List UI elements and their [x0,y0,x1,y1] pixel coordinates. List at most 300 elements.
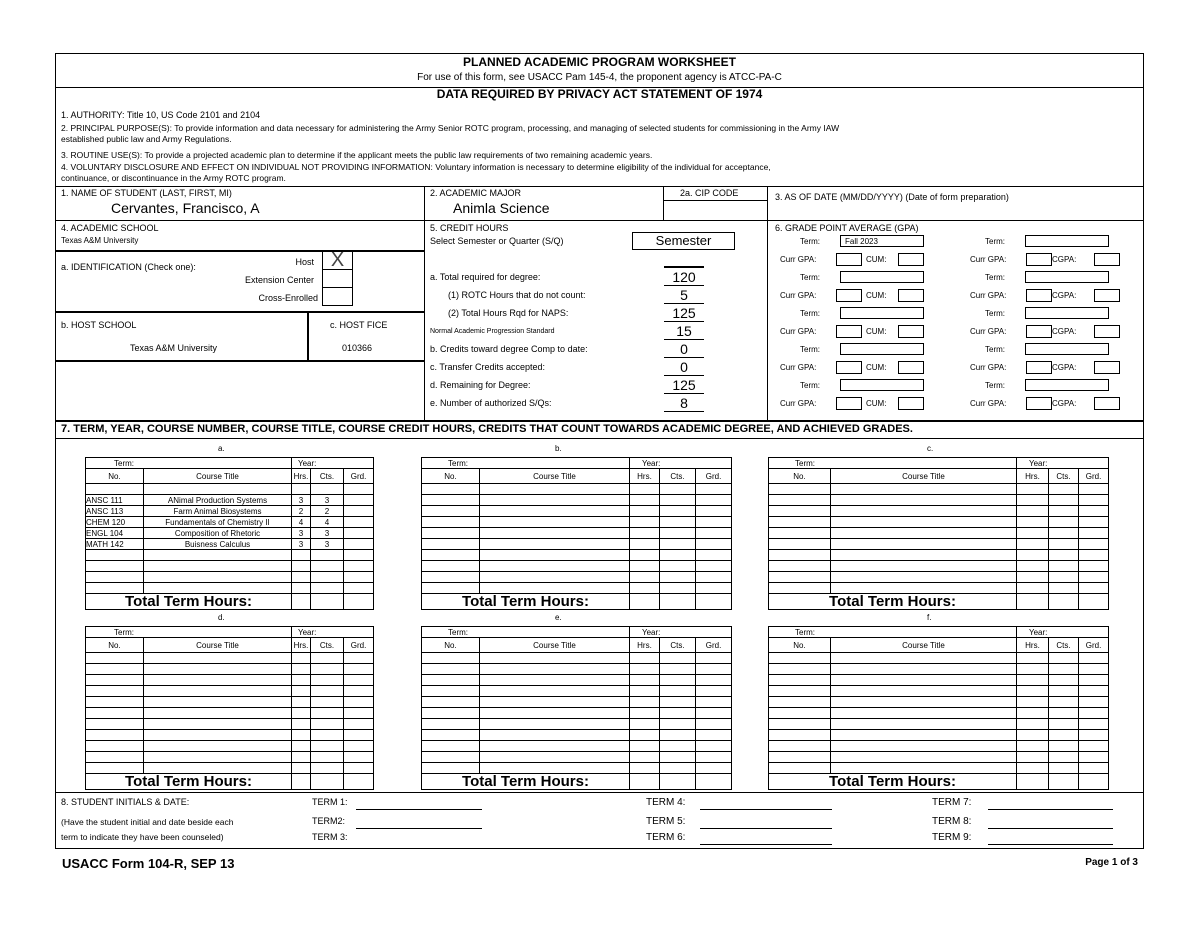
course-cell[interactable] [1017,484,1049,495]
gpa-term-field[interactable] [1025,235,1109,247]
course-cell[interactable] [480,495,630,506]
course-cell[interactable] [311,763,344,774]
course-cell[interactable] [86,675,144,686]
course-cell[interactable] [422,653,480,664]
course-cell[interactable] [660,697,696,708]
course-cell[interactable] [86,550,144,561]
gpa-term-field[interactable] [840,379,924,391]
course-cell[interactable] [86,686,144,697]
course-cell[interactable] [1079,484,1109,495]
credit-row-value[interactable]: 125 [672,305,696,321]
course-cell[interactable] [422,561,480,572]
course-cell[interactable] [422,495,480,506]
course-cell[interactable] [422,752,480,763]
course-cell[interactable] [660,583,696,594]
course-cell[interactable] [1017,752,1049,763]
course-cell[interactable] [660,517,696,528]
course-cell[interactable] [1017,730,1049,741]
course-cell[interactable] [769,752,831,763]
course-cell[interactable] [1017,572,1049,583]
course-cell[interactable] [660,561,696,572]
course-cell[interactable] [311,653,344,664]
course-cell[interactable] [769,550,831,561]
credit-row-value[interactable]: 8 [680,395,688,411]
course-cell[interactable]: ANSC 113 [86,506,144,517]
course-cell[interactable] [1079,539,1109,550]
term-field[interactable] [86,458,292,469]
course-cell[interactable] [1049,572,1079,583]
course-cell[interactable] [1049,653,1079,664]
gpa-curr-field[interactable] [1026,253,1052,266]
course-cell[interactable] [630,550,660,561]
course-cell[interactable] [1017,741,1049,752]
academic-major[interactable]: Animla Science [453,200,550,216]
course-cell[interactable] [1017,561,1049,572]
course-cell[interactable] [480,506,630,517]
course-cell[interactable] [696,719,732,730]
course-cell[interactable] [1017,675,1049,686]
course-cell[interactable] [1079,653,1109,664]
course-cell[interactable] [1049,484,1079,495]
gpa-curr-field[interactable] [836,325,862,338]
gpa-term-field[interactable] [840,343,924,355]
course-cell[interactable] [144,484,292,495]
course-cell[interactable] [1079,495,1109,506]
course-cell[interactable]: Composition of Rhetoric [144,528,292,539]
course-cell[interactable] [831,686,1017,697]
gpa-cum-field[interactable] [898,325,924,338]
course-cell[interactable] [630,664,660,675]
course-cell[interactable] [1017,517,1049,528]
course-cell[interactable] [292,719,311,730]
credit-row-value[interactable]: 120 [672,269,696,285]
course-cell[interactable] [1079,583,1109,594]
total-cell[interactable] [344,774,374,790]
course-cell[interactable] [311,719,344,730]
course-cell[interactable] [769,730,831,741]
course-cell[interactable] [769,697,831,708]
course-cell[interactable] [769,517,831,528]
year-field[interactable] [630,458,732,469]
initial-line[interactable] [988,809,1113,810]
course-cell[interactable] [1049,495,1079,506]
course-cell[interactable] [311,561,344,572]
course-cell[interactable] [769,763,831,774]
course-cell[interactable] [630,708,660,719]
course-cell[interactable] [1079,664,1109,675]
course-cell[interactable] [311,583,344,594]
gpa-cum-field[interactable] [898,397,924,410]
course-cell[interactable] [1017,763,1049,774]
course-cell[interactable] [144,708,292,719]
course-cell[interactable] [1079,763,1109,774]
gpa-curr-field[interactable] [1026,325,1052,338]
course-cell[interactable] [630,495,660,506]
course-cell[interactable] [311,686,344,697]
course-cell[interactable] [480,686,630,697]
course-cell[interactable] [630,730,660,741]
course-cell[interactable] [86,697,144,708]
course-cell[interactable] [831,539,1017,550]
course-cell[interactable] [292,741,311,752]
course-cell[interactable] [480,719,630,730]
course-cell[interactable] [831,730,1017,741]
course-cell[interactable] [311,708,344,719]
credit-row-value[interactable]: 5 [680,287,688,303]
course-cell[interactable] [769,675,831,686]
course-cell[interactable] [311,484,344,495]
academic-school[interactable]: Texas A&M University [61,236,139,245]
course-cell[interactable] [1017,708,1049,719]
course-cell[interactable] [86,583,144,594]
year-field[interactable] [630,627,732,638]
course-cell[interactable] [1079,686,1109,697]
course-cell[interactable] [1049,697,1079,708]
course-cell[interactable] [831,528,1017,539]
course-cell[interactable] [292,708,311,719]
course-cell[interactable]: Fundamentals of Chemistry II [144,517,292,528]
course-cell[interactable] [344,653,374,664]
course-cell[interactable] [660,752,696,763]
course-cell[interactable] [480,675,630,686]
total-cell[interactable] [660,594,696,610]
course-cell[interactable] [144,550,292,561]
course-cell[interactable] [831,741,1017,752]
course-cell[interactable] [144,664,292,675]
course-cell[interactable] [480,730,630,741]
course-cell[interactable] [480,528,630,539]
course-cell[interactable] [769,539,831,550]
gpa-cum-field[interactable] [898,289,924,302]
course-cell[interactable] [311,572,344,583]
credit-row-value[interactable]: 0 [680,341,688,357]
total-cell[interactable] [1017,774,1049,790]
course-cell[interactable] [696,528,732,539]
host-school[interactable]: Texas A&M University [130,343,218,353]
course-cell[interactable] [696,517,732,528]
course-cell[interactable] [422,484,480,495]
course-cell[interactable] [630,572,660,583]
course-cell[interactable] [696,697,732,708]
course-cell[interactable] [480,561,630,572]
course-cell[interactable] [422,730,480,741]
course-cell[interactable] [344,528,374,539]
course-cell[interactable] [696,741,732,752]
course-cell[interactable] [480,517,630,528]
course-cell[interactable] [144,561,292,572]
course-cell[interactable] [1017,495,1049,506]
course-cell[interactable] [292,653,311,664]
course-cell[interactable] [831,653,1017,664]
course-cell[interactable] [1079,752,1109,763]
credit-row-value[interactable]: 0 [680,359,688,375]
term-field[interactable] [769,458,1017,469]
course-cell[interactable]: Buisness Calculus [144,539,292,550]
total-cell[interactable] [696,774,732,790]
course-cell[interactable] [769,708,831,719]
year-field[interactable] [292,627,374,638]
course-cell[interactable] [696,539,732,550]
course-cell[interactable]: ENGL 104 [86,528,144,539]
course-cell[interactable] [630,506,660,517]
course-cell[interactable] [696,506,732,517]
course-cell[interactable] [769,664,831,675]
course-cell[interactable] [144,675,292,686]
course-cell[interactable] [1079,741,1109,752]
course-cell[interactable] [831,664,1017,675]
course-cell[interactable] [1079,561,1109,572]
course-cell[interactable] [1017,697,1049,708]
course-cell[interactable]: 3 [311,539,344,550]
course-cell[interactable] [422,719,480,730]
course-cell[interactable] [660,708,696,719]
course-cell[interactable] [660,495,696,506]
course-cell[interactable] [1049,719,1079,730]
course-cell[interactable] [769,719,831,730]
course-cell[interactable] [144,653,292,664]
course-cell[interactable] [311,675,344,686]
course-cell[interactable] [1049,583,1079,594]
course-cell[interactable] [292,730,311,741]
course-cell[interactable] [480,572,630,583]
course-cell[interactable]: ANimal Production Systems [144,495,292,506]
course-cell[interactable] [1079,572,1109,583]
gpa-term-field[interactable] [1025,343,1109,355]
course-cell[interactable] [480,697,630,708]
course-cell[interactable] [144,763,292,774]
course-cell[interactable] [422,664,480,675]
course-cell[interactable] [422,517,480,528]
course-cell[interactable]: CHEM 120 [86,517,144,528]
gpa-curr-field[interactable] [1026,397,1052,410]
course-cell[interactable] [480,550,630,561]
host-checkbox[interactable]: X [322,251,353,270]
course-cell[interactable] [1049,506,1079,517]
course-cell[interactable] [292,583,311,594]
course-cell[interactable] [1017,686,1049,697]
total-cell[interactable] [292,774,311,790]
course-cell[interactable] [422,741,480,752]
course-cell[interactable] [696,561,732,572]
course-cell[interactable] [292,664,311,675]
course-cell[interactable] [292,763,311,774]
total-cell[interactable] [696,594,732,610]
course-cell[interactable] [696,730,732,741]
course-cell[interactable] [344,506,374,517]
course-cell[interactable] [831,752,1017,763]
gpa-cgpa-field[interactable] [1094,253,1120,266]
course-cell[interactable] [660,506,696,517]
course-cell[interactable] [144,572,292,583]
course-cell[interactable] [660,675,696,686]
year-field[interactable] [1017,458,1109,469]
total-cell[interactable] [344,594,374,610]
course-cell[interactable] [1079,719,1109,730]
course-cell[interactable] [831,708,1017,719]
course-cell[interactable] [630,763,660,774]
course-cell[interactable] [344,517,374,528]
initial-line[interactable] [356,809,482,810]
gpa-term-field[interactable] [840,271,924,283]
course-cell[interactable] [422,583,480,594]
course-cell[interactable] [480,763,630,774]
course-cell[interactable] [422,697,480,708]
course-cell[interactable] [344,697,374,708]
course-cell[interactable] [1017,539,1049,550]
course-cell[interactable]: 4 [292,517,311,528]
course-cell[interactable] [144,719,292,730]
course-cell[interactable] [831,517,1017,528]
course-cell[interactable] [344,708,374,719]
course-cell[interactable] [1079,730,1109,741]
course-cell[interactable] [422,506,480,517]
term-field[interactable] [86,627,292,638]
course-cell[interactable] [1017,653,1049,664]
year-field[interactable] [292,458,374,469]
course-cell[interactable] [696,763,732,774]
course-cell[interactable] [1049,539,1079,550]
course-cell[interactable] [1049,752,1079,763]
course-cell[interactable] [344,484,374,495]
course-cell[interactable] [1049,763,1079,774]
total-cell[interactable] [1049,594,1079,610]
course-cell[interactable] [696,653,732,664]
course-cell[interactable] [344,763,374,774]
course-cell[interactable] [1049,550,1079,561]
course-cell[interactable] [1049,675,1079,686]
course-cell[interactable] [660,741,696,752]
course-cell[interactable] [86,664,144,675]
course-cell[interactable] [630,741,660,752]
semester-quarter-select[interactable]: Semester [632,232,735,250]
course-cell[interactable] [86,763,144,774]
course-cell[interactable] [831,550,1017,561]
gpa-cgpa-field[interactable] [1094,361,1120,374]
course-cell[interactable] [831,763,1017,774]
initial-line[interactable] [700,828,832,829]
gpa-term-field[interactable]: Fall 2023 [840,235,924,247]
course-cell[interactable] [660,730,696,741]
course-cell[interactable] [144,730,292,741]
course-cell[interactable] [831,506,1017,517]
course-cell[interactable] [1079,697,1109,708]
course-cell[interactable] [660,719,696,730]
total-cell[interactable] [311,594,344,610]
course-cell[interactable] [630,539,660,550]
course-cell[interactable] [630,517,660,528]
course-cell[interactable] [422,708,480,719]
course-cell[interactable] [660,484,696,495]
course-cell[interactable] [831,675,1017,686]
course-cell[interactable] [1017,506,1049,517]
course-cell[interactable] [422,539,480,550]
course-cell[interactable] [344,752,374,763]
course-cell[interactable] [344,686,374,697]
course-cell[interactable] [292,686,311,697]
course-cell[interactable] [1049,708,1079,719]
total-cell[interactable] [311,774,344,790]
course-cell[interactable] [480,653,630,664]
course-cell[interactable] [630,653,660,664]
course-cell[interactable] [480,708,630,719]
course-cell[interactable] [144,686,292,697]
gpa-curr-field[interactable] [836,289,862,302]
course-cell[interactable] [292,484,311,495]
host-fice[interactable]: 010366 [342,343,373,353]
course-cell[interactable] [696,752,732,763]
course-cell[interactable] [344,741,374,752]
gpa-cgpa-field[interactable] [1094,289,1120,302]
course-cell[interactable] [831,583,1017,594]
course-cell[interactable] [311,697,344,708]
course-cell[interactable] [344,495,374,506]
course-cell[interactable] [769,572,831,583]
course-cell[interactable] [660,763,696,774]
course-cell[interactable] [1049,730,1079,741]
course-cell[interactable]: MATH 142 [86,539,144,550]
course-cell[interactable] [769,741,831,752]
gpa-curr-field[interactable] [836,397,862,410]
course-cell[interactable] [422,550,480,561]
course-cell[interactable] [696,583,732,594]
course-cell[interactable] [660,550,696,561]
course-cell[interactable] [144,752,292,763]
course-cell[interactable] [86,484,144,495]
course-cell[interactable] [292,572,311,583]
initial-line[interactable] [356,828,482,829]
initial-line[interactable] [988,844,1113,845]
course-cell[interactable] [696,664,732,675]
course-cell[interactable] [292,675,311,686]
course-cell[interactable] [144,697,292,708]
course-cell[interactable] [831,719,1017,730]
total-cell[interactable] [1049,774,1079,790]
course-cell[interactable] [1049,517,1079,528]
course-cell[interactable] [344,719,374,730]
course-cell[interactable] [769,561,831,572]
course-cell[interactable] [630,686,660,697]
course-cell[interactable] [1079,708,1109,719]
course-cell[interactable] [696,686,732,697]
gpa-curr-field[interactable] [836,253,862,266]
course-cell[interactable] [630,583,660,594]
course-cell[interactable] [1017,528,1049,539]
course-cell[interactable] [696,550,732,561]
course-cell[interactable] [1079,528,1109,539]
year-field[interactable] [1017,627,1109,638]
course-cell[interactable] [1049,528,1079,539]
course-cell[interactable] [660,539,696,550]
course-cell[interactable]: 3 [292,528,311,539]
course-cell[interactable] [86,741,144,752]
course-cell[interactable] [86,719,144,730]
term-field[interactable] [422,627,630,638]
course-cell[interactable] [1079,506,1109,517]
course-cell[interactable] [630,561,660,572]
course-cell[interactable] [1049,664,1079,675]
course-cell[interactable]: 2 [292,506,311,517]
course-cell[interactable] [630,484,660,495]
extension-center-checkbox[interactable] [322,269,353,288]
course-cell[interactable] [1049,561,1079,572]
initial-line[interactable] [988,828,1113,829]
course-cell[interactable] [1017,583,1049,594]
student-name[interactable]: Cervantes, Francisco, A [111,200,260,216]
course-cell[interactable] [630,719,660,730]
course-cell[interactable] [311,741,344,752]
course-cell[interactable] [86,572,144,583]
course-cell[interactable] [86,752,144,763]
